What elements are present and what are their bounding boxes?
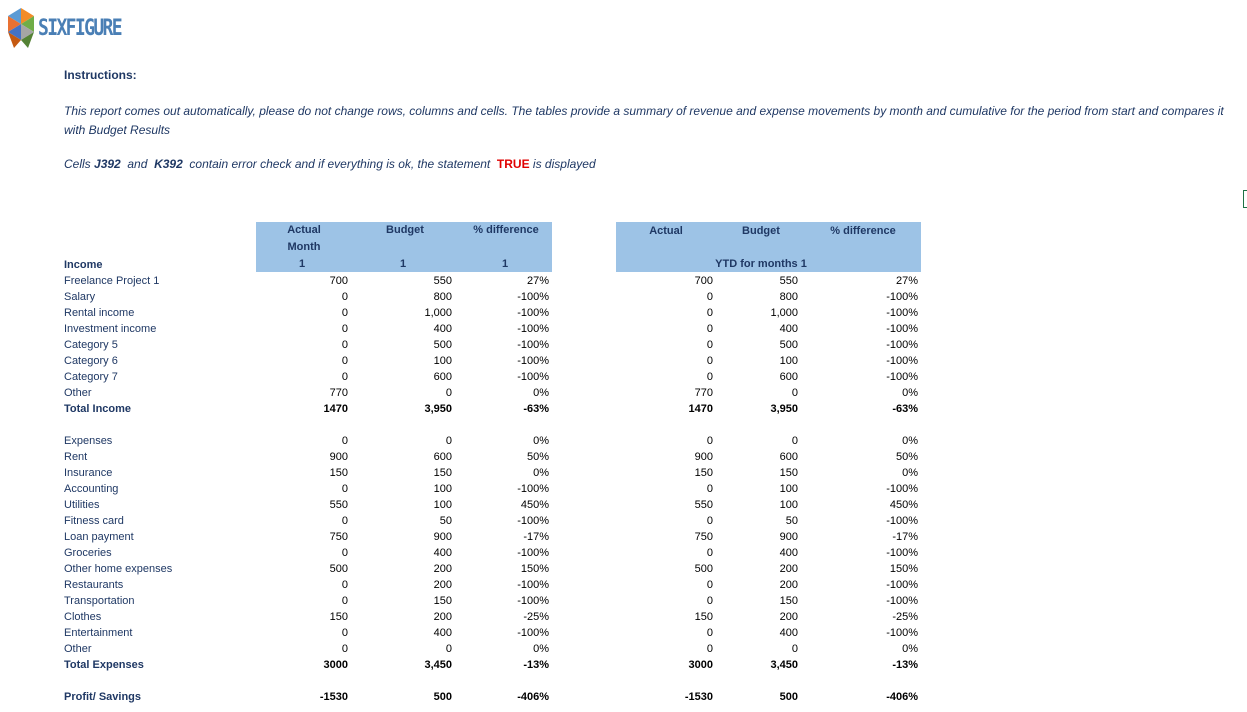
cell-yp: -100% (886, 323, 918, 335)
cell-yp: -100% (886, 579, 918, 591)
cell-a: 0 (341, 291, 348, 303)
cell-yb: 100 (779, 499, 798, 511)
cell-yp: -100% (886, 355, 918, 367)
cell-a: 550 (329, 499, 348, 511)
cell-ya: 0 (706, 595, 713, 607)
cell-yp: 0% (902, 643, 918, 655)
cell-p: -100% (517, 579, 549, 591)
cell-a: 900 (329, 451, 348, 463)
cell-ya: 0 (706, 547, 713, 559)
total-income-row (0, 401, 1247, 417)
cell-a: 500 (329, 563, 348, 575)
cell-p: -406% (517, 691, 549, 703)
cell-yb: 200 (779, 611, 798, 623)
cell-a: 0 (341, 627, 348, 639)
note-suffix: is displayed (529, 157, 596, 171)
cell-p: -100% (517, 547, 549, 559)
cell-ya: 500 (694, 563, 713, 575)
cell-b: 550 (433, 275, 452, 287)
cell-p: -100% (517, 339, 549, 351)
cell-yb: 1,000 (770, 307, 798, 319)
cell-ref-j392: J392 (94, 157, 121, 171)
expense-row (0, 433, 1247, 449)
cell-yb: 100 (779, 483, 798, 495)
row-label: Category 7 (64, 371, 118, 383)
cell-p: 0% (533, 387, 549, 399)
income-row (0, 353, 1247, 369)
cell-a: 3000 (323, 659, 348, 671)
cell-a: 150 (329, 611, 348, 623)
logo-text: SIXFIGURE (38, 16, 121, 41)
cell-yb: 550 (779, 275, 798, 287)
cell-a: -1530 (319, 691, 348, 703)
row-label: Transportation (64, 595, 135, 607)
cell-ya: 0 (706, 355, 713, 367)
row-label: Fitness card (64, 515, 124, 527)
cell-yb: 100 (779, 355, 798, 367)
cell-ya: 150 (694, 611, 713, 623)
logo-mark-icon (4, 4, 38, 54)
row-label: Entertainment (64, 627, 133, 639)
note-mid: contain error check and if everything is ok, the statement (182, 157, 497, 171)
cell-ya: 900 (694, 451, 713, 463)
cell-ya: 0 (706, 643, 713, 655)
cell-ya: 0 (706, 307, 713, 319)
note-prefix: Cells (64, 157, 95, 171)
cell-yp: -100% (886, 307, 918, 319)
cell-ya: 700 (694, 275, 713, 287)
cell-ya: 0 (706, 627, 713, 639)
cell-yp: 0% (902, 435, 918, 447)
cell-yp: -100% (886, 627, 918, 639)
cell-p: -25% (523, 611, 549, 623)
cell-b: 200 (433, 611, 452, 623)
cell-p: 50% (526, 451, 549, 463)
cell-a: 150 (329, 467, 348, 479)
cell-b: 400 (433, 627, 452, 639)
cell-yb: 3,450 (770, 659, 798, 671)
income-row (0, 273, 1247, 289)
cell-b: 800 (433, 291, 452, 303)
expense-row (0, 513, 1247, 529)
cell-p: -100% (517, 307, 549, 319)
row-label: Total Income (64, 403, 132, 415)
instructions-text: This report comes out automatically, please do not change rows, columns and cells. The tables provide a summary of revenue and expense movements by month and cumulative for the period from start and compares it with Budget Results (64, 104, 1224, 137)
expense-row (0, 593, 1247, 609)
cell-p: -13% (523, 659, 549, 671)
cell-yp: -100% (886, 291, 918, 303)
cell-ya: 0 (706, 435, 713, 447)
cell-yb: 3,950 (770, 403, 798, 415)
cell-p: 150% (520, 563, 549, 575)
ytd-budget-header: Budget (742, 225, 780, 237)
cell-a: 0 (341, 643, 348, 655)
cell-yb: 150 (779, 467, 798, 479)
cell-a: 0 (341, 579, 348, 591)
cell-yp: -100% (886, 339, 918, 351)
row-label: Other (64, 387, 92, 399)
expense-row (0, 465, 1247, 481)
cell-yb: 600 (779, 371, 798, 383)
cell-b: 400 (433, 323, 452, 335)
income-row (0, 385, 1247, 401)
cell-ya: 3000 (688, 659, 713, 671)
expense-row (0, 625, 1247, 641)
cell-p: -100% (517, 483, 549, 495)
cell-b: 100 (433, 355, 452, 367)
cell-b: 0 (445, 387, 452, 399)
cell-ya: 0 (706, 323, 713, 335)
cell-p: -100% (517, 595, 549, 607)
ytd-pct-header: % difference (830, 225, 896, 237)
cell-yb: 400 (779, 627, 798, 639)
cell-p: 0% (533, 643, 549, 655)
income-row (0, 369, 1247, 385)
cell-yp: 0% (902, 467, 918, 479)
cell-a: 0 (341, 339, 348, 351)
cell-p: -100% (517, 371, 549, 383)
row-label: Loan payment (64, 531, 134, 543)
cell-yp: -100% (886, 371, 918, 383)
expense-row (0, 577, 1247, 593)
cell-yb: 150 (779, 595, 798, 607)
income-section-row (0, 257, 1247, 273)
expense-row (0, 529, 1247, 545)
cell-b: 600 (433, 371, 452, 383)
cell-yp: 27% (895, 275, 918, 287)
cell-yp: -100% (886, 483, 918, 495)
cell-b: 0 (445, 435, 452, 447)
monthly-actual-header: Actual (287, 224, 321, 236)
cell-b: 1,000 (424, 307, 452, 319)
row-label: Total Expenses (64, 659, 144, 671)
income-section-label: Income (64, 259, 103, 271)
cell-yp: -13% (892, 659, 918, 671)
income-row (0, 305, 1247, 321)
cell-a: 750 (329, 531, 348, 543)
true-statement: TRUE (496, 157, 530, 171)
cell-yb: 50 (785, 515, 798, 527)
cell-yb: 0 (791, 435, 798, 447)
cell-b: 3,450 (424, 659, 452, 671)
row-label: Category 6 (64, 355, 118, 367)
monthly-period-pct: 1 (501, 258, 509, 270)
cell-yb: 0 (791, 643, 798, 655)
expense-row (0, 545, 1247, 561)
row-label: Utilities (64, 499, 100, 511)
cell-p: -100% (517, 515, 549, 527)
row-label: Restaurants (64, 579, 124, 591)
cell-ya: 0 (706, 483, 713, 495)
cell-ya: 550 (694, 499, 713, 511)
note-and: and (120, 157, 155, 171)
cell-ya: 150 (694, 467, 713, 479)
cell-p: -100% (517, 355, 549, 367)
cell-p: 0% (533, 435, 549, 447)
row-label: Salary (64, 291, 96, 303)
cell-yp: -100% (886, 515, 918, 527)
cell-yb: 0 (791, 387, 798, 399)
cell-yb: 500 (779, 691, 798, 703)
row-label: Insurance (64, 467, 113, 479)
cell-p: 0% (533, 467, 549, 479)
total-expenses-row (0, 657, 1247, 673)
row-label: Other home expenses (64, 563, 173, 575)
cell-ya: 0 (706, 371, 713, 383)
row-label: Investment income (64, 323, 157, 335)
ytd-actual-header: Actual (649, 225, 683, 237)
monthly-period-budget: 1 (399, 258, 407, 270)
cell-b: 200 (433, 563, 452, 575)
cell-b: 150 (433, 595, 452, 607)
cell-b: 100 (433, 499, 452, 511)
cell-yb: 500 (779, 339, 798, 351)
ytd-period-label: YTD for months 1 (715, 258, 807, 270)
cell-yb: 400 (779, 547, 798, 559)
monthly-month-header: Month (287, 241, 321, 253)
row-label: Other (64, 643, 92, 655)
cell-a: 0 (341, 435, 348, 447)
cell-a: 1470 (323, 403, 348, 415)
expense-row (0, 497, 1247, 513)
cell-p: -63% (523, 403, 549, 415)
cell-yb: 200 (779, 563, 798, 575)
cell-p: 450% (520, 499, 549, 511)
cell-ya: -1530 (684, 691, 713, 703)
cell-yb: 800 (779, 291, 798, 303)
cell-ya: 0 (706, 291, 713, 303)
row-label: Rental income (64, 307, 135, 319)
cell-b: 500 (433, 339, 452, 351)
cell-b: 600 (433, 451, 452, 463)
cell-a: 0 (341, 323, 348, 335)
cell-b: 150 (433, 467, 452, 479)
row-label: Freelance Project 1 (64, 275, 160, 287)
cell-a: 770 (329, 387, 348, 399)
cell-b: 900 (433, 531, 452, 543)
row-label: Expenses (64, 435, 113, 447)
cell-p: -100% (517, 323, 549, 335)
row-label: Clothes (64, 611, 102, 623)
cell-ya: 0 (706, 339, 713, 351)
cell-a: 0 (341, 595, 348, 607)
cell-p: -100% (517, 627, 549, 639)
cell-p: 27% (526, 275, 549, 287)
profit-savings-row (0, 689, 1247, 705)
row-label: Groceries (64, 547, 112, 559)
expense-row (0, 481, 1247, 497)
cell-a: 0 (341, 483, 348, 495)
row-label: Profit/ Savings (64, 691, 142, 703)
cell-yp: 50% (895, 451, 918, 463)
cell-yp: -25% (892, 611, 918, 623)
cell-a: 0 (341, 547, 348, 559)
cell-ya: 0 (706, 515, 713, 527)
expense-row (0, 449, 1247, 465)
cell-yb: 900 (779, 531, 798, 543)
cell-p: -17% (523, 531, 549, 543)
cell-yb: 400 (779, 323, 798, 335)
error-check-note (64, 157, 596, 171)
cell-ya: 1470 (688, 403, 713, 415)
cell-yb: 200 (779, 579, 798, 591)
monthly-pct-header: % difference (473, 224, 539, 236)
monthly-period-actual: 1 (298, 258, 306, 270)
cell-b: 100 (433, 483, 452, 495)
cell-yp: 150% (889, 563, 918, 575)
sixfigure-logo (4, 2, 121, 58)
cell-yp: -17% (892, 531, 918, 543)
row-label: Rent (64, 451, 88, 463)
cell-yb: 600 (779, 451, 798, 463)
income-row (0, 321, 1247, 337)
cell-ya: 770 (694, 387, 713, 399)
cell-yp: -63% (892, 403, 918, 415)
cell-yp: 450% (889, 499, 918, 511)
cell-a: 0 (341, 355, 348, 367)
cell-a: 0 (341, 515, 348, 527)
cell-p: -100% (517, 291, 549, 303)
monthly-budget-header: Budget (386, 224, 424, 236)
cell-b: 3,950 (424, 403, 452, 415)
cell-a: 0 (341, 371, 348, 383)
expense-row (0, 641, 1247, 657)
cell-yp: -406% (886, 691, 918, 703)
expense-row (0, 561, 1247, 577)
cell-ya: 750 (694, 531, 713, 543)
cell-b: 200 (433, 579, 452, 591)
cell-ref-k392: K392 (154, 157, 183, 171)
cell-b: 50 (439, 515, 452, 527)
income-row (0, 289, 1247, 305)
income-row (0, 337, 1247, 353)
cell-a: 0 (341, 307, 348, 319)
cell-b: 400 (433, 547, 452, 559)
cell-b: 500 (433, 691, 452, 703)
cell-yp: 0% (902, 387, 918, 399)
cell-yp: -100% (886, 595, 918, 607)
cell-yp: -100% (886, 547, 918, 559)
row-label: Accounting (64, 483, 119, 495)
row-label: Category 5 (64, 339, 118, 351)
cell-cursor-edge (1243, 190, 1247, 208)
cell-ya: 0 (706, 579, 713, 591)
expense-row (0, 609, 1247, 625)
cell-b: 0 (445, 643, 452, 655)
instructions-title: Instructions: (64, 68, 137, 82)
cell-a: 700 (329, 275, 348, 287)
